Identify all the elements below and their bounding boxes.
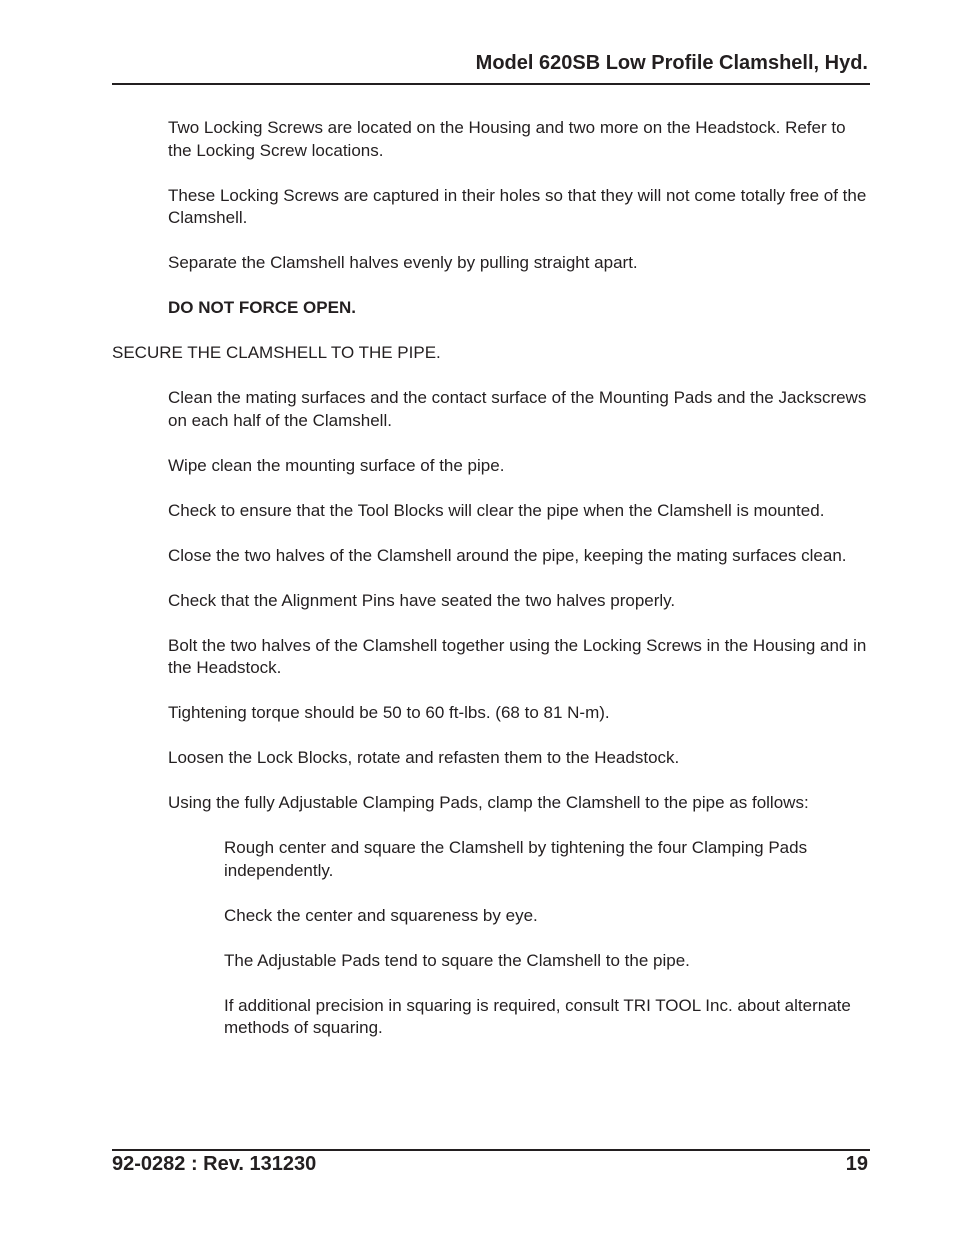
paragraph-locking-screws-captured: These Locking Screws are captured in their holes so that they will not come totally free of the Clamshell. xyxy=(168,185,867,227)
paragraph-close-halves: Close the two halves of the Clamshell around the pipe, keeping the mating surfaces clean. xyxy=(168,545,847,565)
warning-do-not-force: DO NOT FORCE OPEN. xyxy=(168,298,356,317)
paragraph-check-alignment-pins: Check that the Alignment Pins have seated the two halves properly. xyxy=(168,590,676,610)
paragraph-clean-mating-surfaces: Clean the mating surfaces and the contact surface of the Mounting Pads and the Jackscrews on each half of the Clamshell. xyxy=(168,388,867,430)
paragraph-check-by-eye: Check the center and squareness by eye. xyxy=(224,905,538,925)
paragraph-check-tool-blocks: Check to ensure that the Tool Blocks will clear the pipe when the Clamshell is mounted. xyxy=(168,500,825,520)
paragraph-additional-precision: If additional precision in squaring is required, consult TRI TOOL Inc. about alternate methods of squaring. xyxy=(224,995,851,1037)
paragraph-rough-center: Rough center and square the Clamshell by tightening the four Clamping Pads independently. xyxy=(224,838,808,880)
paragraph-clamping-pads-intro: Using the fully Adjustable Clamping Pads, clamp the Clamshell to the pipe as follows: xyxy=(168,793,809,812)
footer-doc-number: 92-0282 : Rev. 131230 xyxy=(112,1153,317,1175)
paragraph-wipe-pipe: Wipe clean the mounting surface of the pipe. xyxy=(168,455,505,475)
paragraph-locking-screws-location: Two Locking Screws are located on the Housing and two more on the Headstock. Refer to the Locking Screw locations. xyxy=(168,118,846,160)
section-heading-secure-clamshell: SECURE THE CLAMSHELL TO THE PIPE. xyxy=(112,343,441,362)
paragraph-separate-halves: Separate the Clamshell halves evenly by pulling straight apart. xyxy=(168,253,638,272)
paragraph-bolt-halves: Bolt the two halves of the Clamshell together using the Locking Screws in the Housing and in the Headstock. xyxy=(168,635,867,677)
page-body xyxy=(0,117,954,1062)
footer-divider xyxy=(112,1149,870,1151)
paragraph-adjustable-pads: The Adjustable Pads tend to square the Clamshell to the pipe. xyxy=(224,950,690,970)
page-header-title: Model 620SB Low Profile Clamshell, Hyd. xyxy=(475,52,868,74)
footer-page-number: 19 xyxy=(845,1153,868,1175)
paragraph-tightening-torque: Tightening torque should be 50 to 60 ft-lbs. (68 to 81 N-m). xyxy=(168,703,610,722)
header-divider xyxy=(112,83,870,85)
paragraph-loosen-lock-blocks: Loosen the Lock Blocks, rotate and refasten them to the Headstock. xyxy=(168,748,680,767)
